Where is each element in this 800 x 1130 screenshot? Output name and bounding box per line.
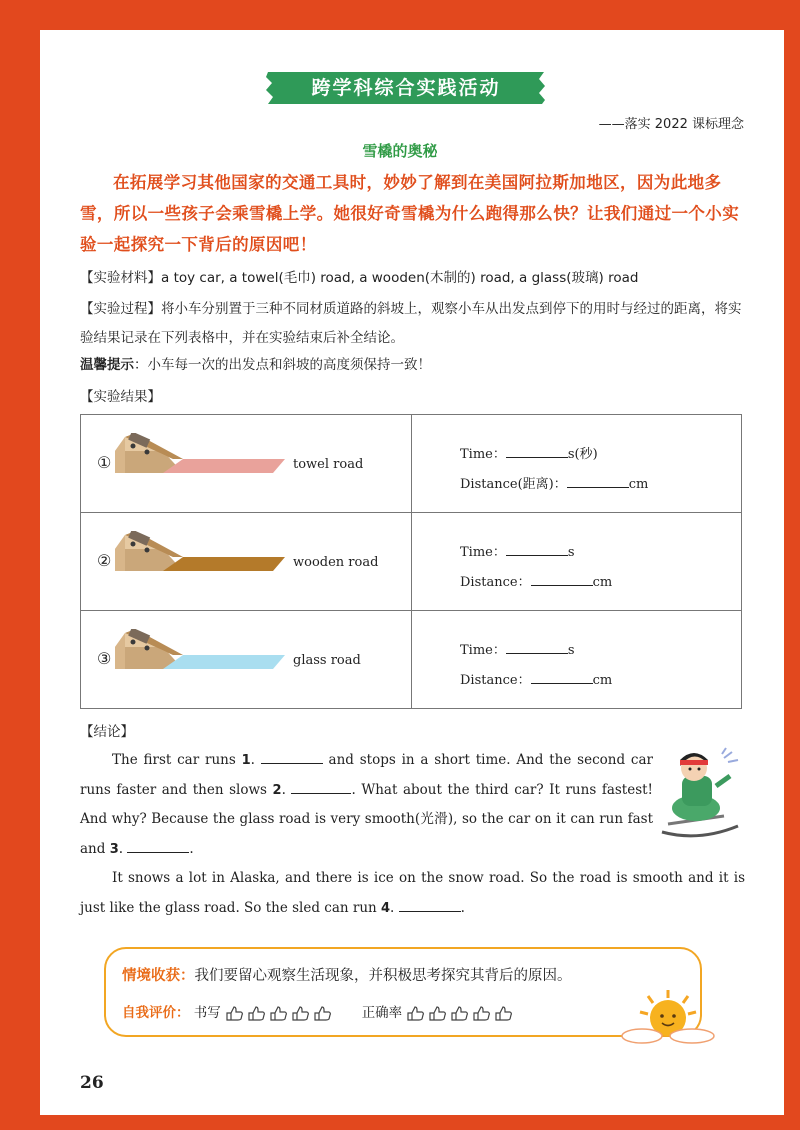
experiment-cell: [81, 415, 412, 513]
result-cell: [412, 415, 742, 513]
tip-label: 温馨提示: [80, 357, 134, 373]
reflection-row: [122, 964, 572, 985]
ramp-illustration: [115, 531, 290, 591]
distance-unit: cm: [628, 477, 649, 492]
distance-field: [460, 473, 648, 492]
answer-blank-1[interactable]: [261, 751, 323, 764]
experiment-cell: [81, 611, 412, 709]
ramp-illustration: [115, 433, 290, 493]
reflection-label: 情境收获：: [122, 968, 195, 984]
distance-field: [460, 571, 612, 590]
conclusion-label: 【结论】: [80, 724, 134, 740]
result-cell: [412, 513, 742, 611]
time-unit: s(秒): [567, 447, 598, 462]
distance-blank[interactable]: [531, 573, 593, 586]
time-blank[interactable]: [506, 543, 568, 556]
table-row: [81, 513, 742, 611]
self-eval-row: [122, 1001, 516, 1021]
answer-blank-4[interactable]: [399, 899, 461, 912]
table-row: [81, 415, 742, 513]
blank-number: 3: [109, 841, 119, 857]
conclusion-paragraph-2: It snows a lot in Alaska, and there is ice on the snow road. So the road is smooth and it is just like the glass road. So the sled can run 4. .: [80, 870, 745, 916]
time-label: Time：: [460, 643, 506, 658]
page-number: 26: [80, 1073, 104, 1093]
section-banner: [262, 70, 550, 106]
result-cell: [412, 611, 742, 709]
reflection-text: 我们要留心观察生活现象，并积极思考探究其背后的原因。: [194, 968, 572, 984]
road-label: towel road: [293, 457, 364, 472]
writing-thumbs-rating[interactable]: [225, 1005, 335, 1021]
intro-paragraph: 在拓展学习其他国家的交通工具时，妙妙了解到在美国阿拉斯加地区，因为此地多雪，所以一些孩子会乘雪橇上学。她很好奇雪橇为什么跑得那么快？让我们通过一个小实验一起探究一下背后的原因吧！: [80, 173, 740, 254]
blank-number: 4: [381, 900, 391, 916]
experiment-cell: [81, 513, 412, 611]
time-field: [460, 541, 575, 560]
conclusion-paragraph-1: The first car runs 1. and stops in a short time. And the second car runs faster and then slows 2. . What about the third car? It runs fastest! And why? Because the glass road is very smooth(光滑), so the car on it can run fast and 3. .: [80, 752, 653, 857]
materials-line: 【实验材料】a toy car, a towel(毛巾) road, a wooden(木制的) road, a glass(玻璃) road: [80, 270, 639, 286]
results-table: [80, 414, 742, 709]
table-row: [81, 611, 742, 709]
sledding-kid-illustration: [654, 746, 744, 846]
row-number: ①: [97, 453, 112, 472]
banner-title: 跨学科综合实践活动: [311, 77, 501, 99]
writing-label: 书写: [193, 1005, 221, 1021]
distance-field: [460, 669, 612, 688]
page-title: 雪橇的奥秘: [362, 142, 438, 160]
distance-unit: cm: [592, 673, 613, 688]
time-field: [460, 443, 598, 462]
time-label: Time：: [460, 447, 506, 462]
subtitle: ——落实 2022 课标理念: [598, 117, 744, 132]
distance-label: Distance：: [460, 575, 531, 590]
results-label: 【实验结果】: [80, 389, 161, 405]
distance-blank[interactable]: [567, 475, 629, 488]
ramp-illustration: [115, 629, 290, 689]
time-field: [460, 639, 575, 658]
tip-text: ：小车每一次的出发点和斜坡的高度须保持一致！: [134, 357, 431, 373]
distance-label: Distance：: [460, 673, 531, 688]
sun-mascot-icon: [620, 988, 716, 1044]
process-line: 【实验过程】将小车分别置于三种不同材质道路的斜坡上，观察小车从出发点到停下的用时与经过的距离，将实验结果记录在下列表格中，并在实验结束后补全结论。: [80, 301, 742, 346]
row-number: ②: [97, 551, 112, 570]
distance-unit: cm: [592, 575, 613, 590]
row-number: ③: [97, 649, 112, 668]
time-unit: s: [567, 545, 575, 560]
road-label: glass road: [293, 653, 361, 668]
distance-blank[interactable]: [531, 671, 593, 684]
time-blank[interactable]: [506, 641, 568, 654]
self-eval-label: 自我评价：: [122, 1005, 190, 1021]
road-label: wooden road: [293, 555, 379, 570]
time-blank[interactable]: [506, 445, 568, 458]
answer-blank-3[interactable]: [127, 840, 189, 853]
blank-number: 2: [272, 782, 282, 798]
blank-number: 1: [241, 753, 251, 768]
time-label: Time：: [460, 545, 506, 560]
reflection-box: [104, 947, 702, 1037]
time-unit: s: [567, 643, 575, 658]
answer-blank-2[interactable]: [291, 781, 351, 794]
tip-line: [80, 353, 431, 373]
accuracy-label: 正确率: [361, 1005, 403, 1021]
distance-label: Distance(距离)：: [460, 477, 567, 492]
accuracy-thumbs-rating[interactable]: [406, 1005, 516, 1021]
